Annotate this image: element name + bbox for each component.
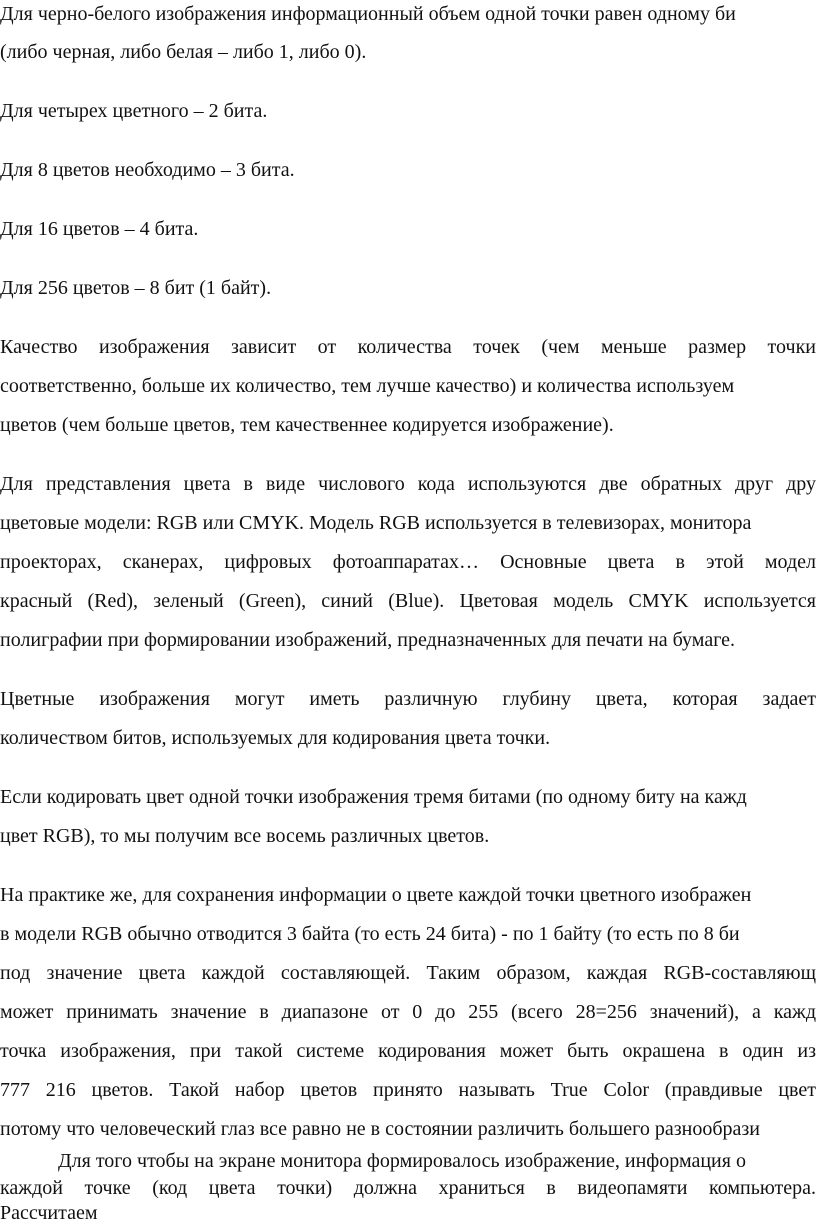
text-line: цветовые модели: RGB или CMYK. Модель RGB используется в телевизорах, монитора: [0, 512, 752, 534]
text-line: Качество изображения зависит от количества точек (чем меньше размер точки: [0, 336, 816, 358]
text-line: Цветные изображения могут иметь различную глубину цвета, которая задает: [0, 688, 816, 710]
text-line: Для 256 цветов – 8 бит (1 байт).: [0, 277, 272, 299]
text-line: Для представления цвета в виде числового кода используются две обратных друг дру: [0, 473, 816, 495]
text-line: под значение цвета каждой составляющей. Таким образом, каждая RGB-составляющ: [0, 962, 816, 984]
text-line: проекторах, сканерах, цифровых фотоаппаратах… Основные цвета в этой модел: [0, 551, 816, 573]
text-line: точка изображения, при такой системе кодирования может быть окрашена в один из: [0, 1040, 816, 1062]
text-line: в модели RGB обычно отводится 3 байта (то есть 24 бита) - по 1 байту (то есть по 8 би: [0, 923, 740, 945]
text-line: На практике же, для сохранения информации о цвете каждой точки цветного изображен: [0, 884, 752, 906]
text-line: количеством битов, используемых для кодирования цвета точки.: [0, 727, 551, 749]
text-line: каждой точке (код цвета точки) должна храниться в видеопамяти компьютера.: [0, 1177, 816, 1199]
text-line: Для того чтобы на экране монитора формировалось изображение, информация о: [58, 1150, 746, 1172]
text-line: цветов (чем больше цветов, тем качественнее кодируется изображение).: [0, 414, 614, 436]
text-line: Для четырех цветного – 2 бита.: [0, 100, 268, 122]
text-line: полиграфии при формировании изображений, предназначенных для печати на бумаге.: [0, 629, 736, 651]
text-line: (либо черная, либо белая – либо 1, либо 0).: [0, 41, 367, 63]
text-line: красный (Red), зеленый (Green), синий (Blue). Цветовая модель CMYK используется: [0, 590, 816, 612]
text-line: потому что человеческий глаз все равно не в состоянии различить большего разнообрази: [0, 1118, 760, 1140]
text-line: Для 16 цветов – 4 бита.: [0, 218, 199, 240]
text-line: Для 8 цветов необходимо – 3 бита.: [0, 159, 295, 181]
text-line: Для черно-белого изображения информационный объем одной точки равен одному би: [0, 3, 736, 25]
text-line: Если кодировать цвет одной точки изображения тремя битами (по одному биту на кажд: [0, 786, 747, 808]
text-line: Рассчитаем: [0, 1202, 98, 1224]
text-line: может принимать значение в диапазоне от 0 до 255 (всего 28=256 значений), а кажд: [0, 1001, 816, 1023]
text-line: соответственно, больше их количество, тем лучше качество) и количества используем: [0, 375, 735, 397]
text-line: 777 216 цветов. Такой набор цветов принято называть True Color (правдивые цвет: [0, 1079, 816, 1101]
text-line: цвет RGB), то мы получим все восемь различных цветов.: [0, 825, 490, 847]
